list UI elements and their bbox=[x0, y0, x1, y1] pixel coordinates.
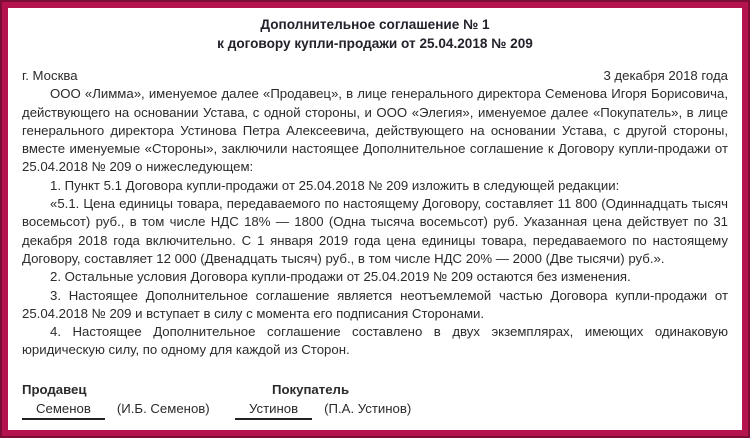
clause-1: 1. Пункт 5.1 Договора купли-продажи от 25.04.2018 № 209 изложить в следующей редакции: bbox=[50, 177, 620, 193]
clause-3: 3. Настоящее Дополнительное соглашение является неотъемлемой частью Договора купли-продажи от 25.04.2018 № 209 и вступает в силу с момента его подписания Сторонами. bbox=[22, 287, 728, 321]
title-line-1: Дополнительное соглашение № 1 bbox=[260, 17, 490, 32]
clause-4: 4. Настоящее Дополнительное соглашение составлено в двух экземплярах, имеющих одинаковую юридическую силу, по одному для каждой из Сторон. bbox=[22, 324, 728, 358]
clause-5-1-quote: «5.1. Цена единицы товара, передаваемого по настоящему Договору, составляет 11 800 (Одиннадцать тысяч восемьсот) руб., в том числе НДС 18% — 1800 (Одна тысяча восемьсот) руб. Указанная цена действует по 31 декабря 2018 года включительно. С 1 января 2019 года цена единицы товара, передаваемого по настоящему Договору, составляет 12 000 (Двенадцать тысяч) руб., в том числе НДС 20% — 2000 (Две тысячи) руб.». bbox=[22, 196, 728, 266]
buyer-name-decoded: (П.А. Устинов) bbox=[324, 401, 412, 417]
buyer-signature-column bbox=[235, 381, 728, 421]
document-city: г. Москва bbox=[22, 68, 78, 83]
signature-block bbox=[22, 381, 728, 421]
document-page bbox=[8, 8, 742, 430]
preamble-paragraph: ООО «Лимма», именуемое далее «Продавец», в лице генерального директора Семенова Игоря Борисовича, действующего на основании Устава, с одной стороны, и ООО «Элегия», именуемое далее «Покупатель», в лице генерального директора Устинова Петра Алексеевича, действующего на основании Устава, с другой стороны, вместе именуемые «Стороны», заключили настоящее Дополнительное соглашение к Договору купли-продажи от 25.04.2018 № 209 о нижеследующем: bbox=[22, 86, 728, 175]
seller-label: Продавец bbox=[22, 381, 87, 397]
buyer-signature-row bbox=[235, 400, 728, 420]
seller-name-decoded: (И.Б. Семенов) bbox=[116, 401, 210, 417]
title-line-2: к договору купли-продажи от 25.04.2018 № 209 bbox=[217, 36, 533, 51]
buyer-label: Покупатель bbox=[272, 381, 350, 397]
seller-signature-row bbox=[22, 400, 235, 420]
seller-signature-column bbox=[22, 381, 235, 421]
buyer-signature: Устинов bbox=[235, 400, 312, 420]
seller-signature: Семенов bbox=[22, 400, 105, 420]
clause-2: 2. Остальные условия Договора купли-продажи от 25.04.2019 № 209 остаются без изменения. bbox=[50, 269, 631, 285]
document-title bbox=[22, 15, 728, 53]
place-date-row bbox=[22, 67, 728, 85]
document-date: 3 декабря 2018 года bbox=[603, 68, 728, 83]
